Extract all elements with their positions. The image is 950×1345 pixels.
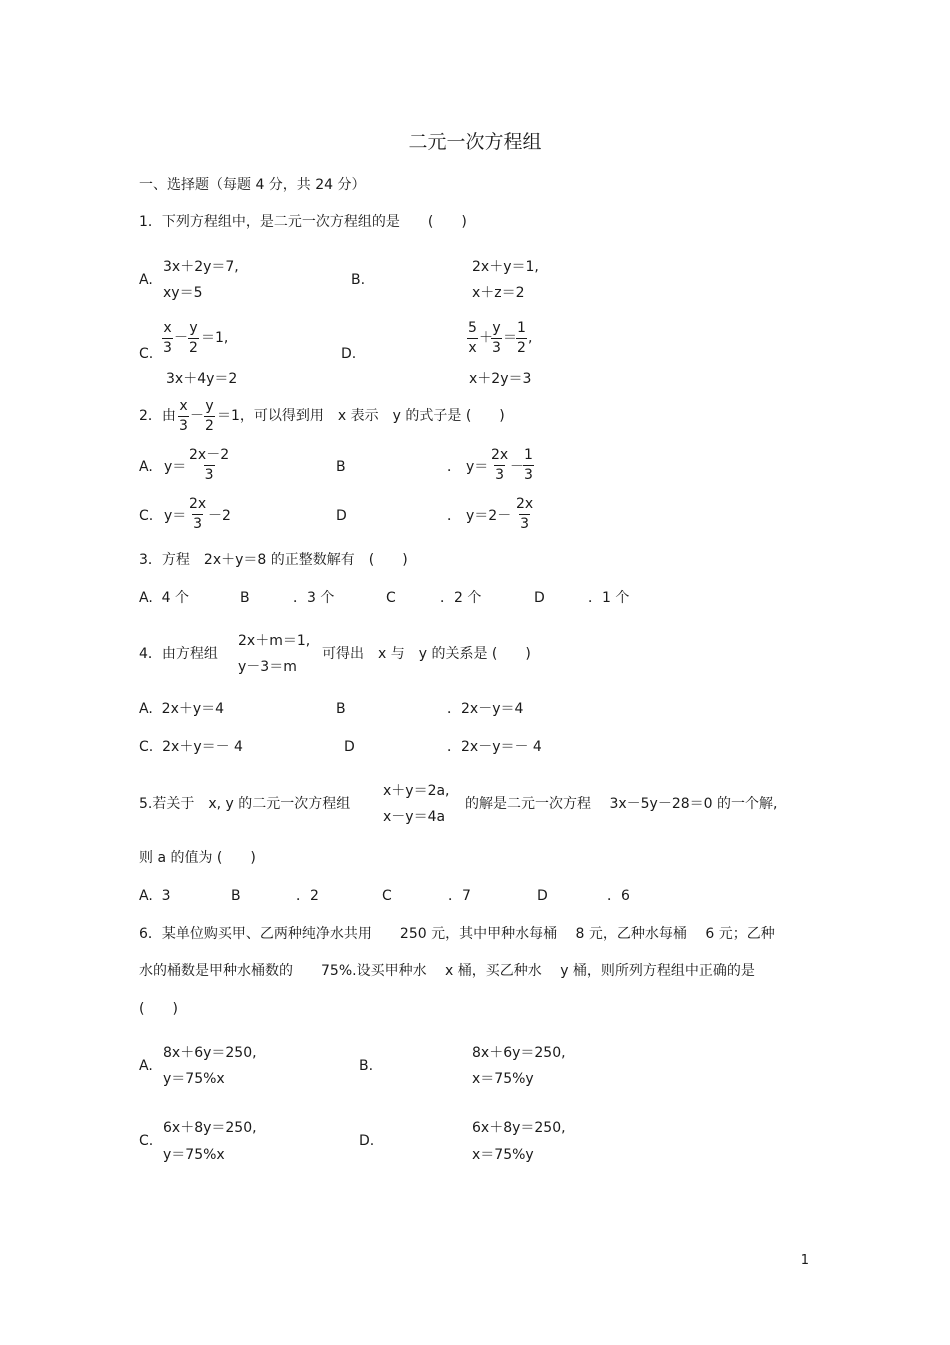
q1-d-fraction-2: $\frac{y}{3}$ bbox=[492, 320, 501, 356]
q1-c-fraction-1: $\frac{x}{3}$ bbox=[163, 320, 172, 356]
q4-option-d-label: D bbox=[344, 739, 355, 755]
q1-option-a-eq2: xy＝5 bbox=[163, 285, 203, 301]
q4-option-b: ．2x－y＝4 bbox=[447, 701, 524, 717]
q2-option-b-pre: y＝ bbox=[466, 459, 489, 475]
q5-system-eq1: x＋y＝2a, bbox=[383, 783, 450, 799]
q2-option-a-label: A. bbox=[139, 459, 153, 475]
q3-option-c-label: C bbox=[386, 590, 396, 606]
q2-option-b-label: B bbox=[336, 459, 346, 475]
question-3-stem: 3．方程 2x＋y＝8 的正整数解有 ( ) bbox=[139, 552, 408, 568]
q1-option-b-label: B. bbox=[351, 272, 366, 288]
q5-option-a: A. 3 bbox=[139, 888, 171, 904]
q3-option-d-label: D bbox=[534, 590, 545, 606]
question-5-line2: 则 a 的值为 ( ) bbox=[139, 850, 256, 866]
question-1-stem: 1．下列方程组中，是二元一次方程组的是 ( ) bbox=[139, 214, 467, 230]
q2-option-a-fraction: $\frac{2x-2}{3}$ bbox=[189, 447, 230, 483]
q4-option-a: A. 2x＋y＝4 bbox=[139, 701, 225, 717]
q6-option-a-label: A. bbox=[139, 1058, 153, 1074]
q5-option-b: ．2 bbox=[296, 888, 319, 904]
q1-c-operator: － bbox=[174, 330, 188, 346]
question-5-post: 的解是二元一次方程 3x－5y－28＝0 的一个解, bbox=[465, 796, 778, 812]
q5-option-c-label: C bbox=[382, 888, 392, 904]
question-6-line1: 6．某单位购买甲、乙两种纯净水共用 250 元，其中甲种水每桶 8 元，乙种水每桶 6 元；乙种 bbox=[139, 926, 775, 942]
q3-option-c: ．2 个 bbox=[440, 590, 482, 606]
q1-option-a-label: A. bbox=[139, 272, 153, 288]
q6-option-d-eq2: x＝75%y bbox=[472, 1147, 534, 1163]
q6-option-d-label: D. bbox=[359, 1133, 375, 1149]
question-2-pre: 2．由 bbox=[139, 408, 176, 424]
q4-system-eq1: 2x＋m＝1, bbox=[238, 633, 311, 649]
q6-option-b-eq2: x＝75%y bbox=[472, 1071, 534, 1087]
q3-option-a: A. 4 个 bbox=[139, 590, 190, 606]
q2-option-a-pre: y＝ bbox=[164, 459, 187, 475]
q1-option-b-eq1: 2x＋y＝1, bbox=[472, 259, 539, 275]
q2-fraction-2: $\frac{y}{2}$ bbox=[205, 398, 214, 434]
q5-option-b-label: B bbox=[231, 888, 241, 904]
q6-option-c-label: C. bbox=[139, 1133, 154, 1149]
q4-option-b-label: B bbox=[336, 701, 346, 717]
q2-option-d-dot: ． bbox=[447, 508, 461, 524]
q2-option-c-pre: y＝ bbox=[164, 508, 187, 524]
q4-option-c: C. 2x＋y＝－ 4 bbox=[139, 739, 243, 755]
section-heading: 一、选择题（每题 4 分，共 24 分） bbox=[139, 177, 366, 193]
q1-d-equals: ＝ bbox=[503, 330, 517, 346]
q1-option-a-eq1: 3x＋2y＝7, bbox=[163, 259, 239, 275]
q6-option-a-eq2: y＝75%x bbox=[163, 1071, 225, 1087]
q2-option-c-fraction: $\frac{2x}{3}$ bbox=[189, 496, 207, 532]
q2-option-b-fraction-2: $\frac{1}{3}$ bbox=[524, 447, 533, 483]
question-2-post: ＝1，可以得到用 x 表示 y 的式子是 ( ) bbox=[217, 408, 505, 424]
document-title: 二元一次方程组 bbox=[408, 131, 542, 153]
q1-option-b-eq2: x＋z＝2 bbox=[472, 285, 525, 301]
question-5-pre: 5.若关于 x, y 的二元一次方程组 bbox=[139, 796, 351, 812]
q1-d-operator: ＋ bbox=[479, 330, 493, 346]
q4-system-eq2: y－3＝m bbox=[238, 659, 297, 675]
q2-option-b-fraction-1: $\frac{2x}{3}$ bbox=[491, 447, 509, 483]
q3-option-b: ．3 个 bbox=[293, 590, 335, 606]
q1-c-rest: ＝1, bbox=[201, 330, 229, 346]
q4-option-d: ．2x－y＝－ 4 bbox=[447, 739, 542, 755]
q2-option-d-label: D bbox=[336, 508, 347, 524]
q1-d-rest: , bbox=[528, 330, 533, 346]
q5-option-d-label: D bbox=[537, 888, 548, 904]
q3-option-d: ．1 个 bbox=[588, 590, 630, 606]
q2-operator: － bbox=[190, 408, 204, 424]
q2-option-d-pre: y＝2－ bbox=[466, 508, 512, 524]
q2-option-b-operator: － bbox=[510, 459, 524, 475]
q6-option-a-eq1: 8x＋6y＝250, bbox=[163, 1045, 257, 1061]
q6-option-b-eq1: 8x＋6y＝250, bbox=[472, 1045, 566, 1061]
q2-option-b-dot: ． bbox=[447, 459, 461, 475]
q6-option-c-eq2: y＝75%x bbox=[163, 1147, 225, 1163]
q1-d-fraction-1: $\frac{5}{x}$ bbox=[468, 320, 477, 356]
question-6-line2: 水的桶数是甲种水桶数的 75%.设买甲种水 x 桶，买乙种水 y 桶，则所列方程组中正确的是 bbox=[139, 963, 755, 979]
q2-option-c-label: C. bbox=[139, 508, 154, 524]
q2-option-d-fraction: $\frac{2x}{3}$ bbox=[516, 496, 534, 532]
q6-option-d-eq1: 6x＋8y＝250, bbox=[472, 1120, 566, 1136]
q5-option-c: ．7 bbox=[448, 888, 471, 904]
q2-fraction-1: $\frac{x}{3}$ bbox=[179, 398, 188, 434]
question-4-pre: 4．由方程组 bbox=[139, 646, 218, 662]
question-6-line3: ( ) bbox=[139, 1001, 178, 1017]
q3-option-b-label: B bbox=[240, 590, 250, 606]
question-4-post: 可得出 x 与 y 的关系是 ( ) bbox=[322, 646, 531, 662]
q1-c-fraction-2: $\frac{y}{2}$ bbox=[189, 320, 198, 356]
q1-option-d-eq2: x＋2y＝3 bbox=[469, 371, 532, 387]
q6-option-b-label: B. bbox=[359, 1058, 374, 1074]
q5-option-d: ．6 bbox=[607, 888, 630, 904]
q6-option-c-eq1: 6x＋8y＝250, bbox=[163, 1120, 257, 1136]
page-number: 1 bbox=[800, 1253, 809, 1268]
q1-option-c-label: C. bbox=[139, 346, 154, 362]
q2-option-c-post: －2 bbox=[208, 508, 231, 524]
q1-option-d-label: D. bbox=[341, 346, 357, 362]
q1-d-fraction-3: $\frac{1}{2}$ bbox=[517, 320, 526, 356]
q5-system-eq2: x－y＝4a bbox=[383, 809, 446, 825]
q1-option-c-eq2: 3x＋4y＝2 bbox=[166, 371, 238, 387]
